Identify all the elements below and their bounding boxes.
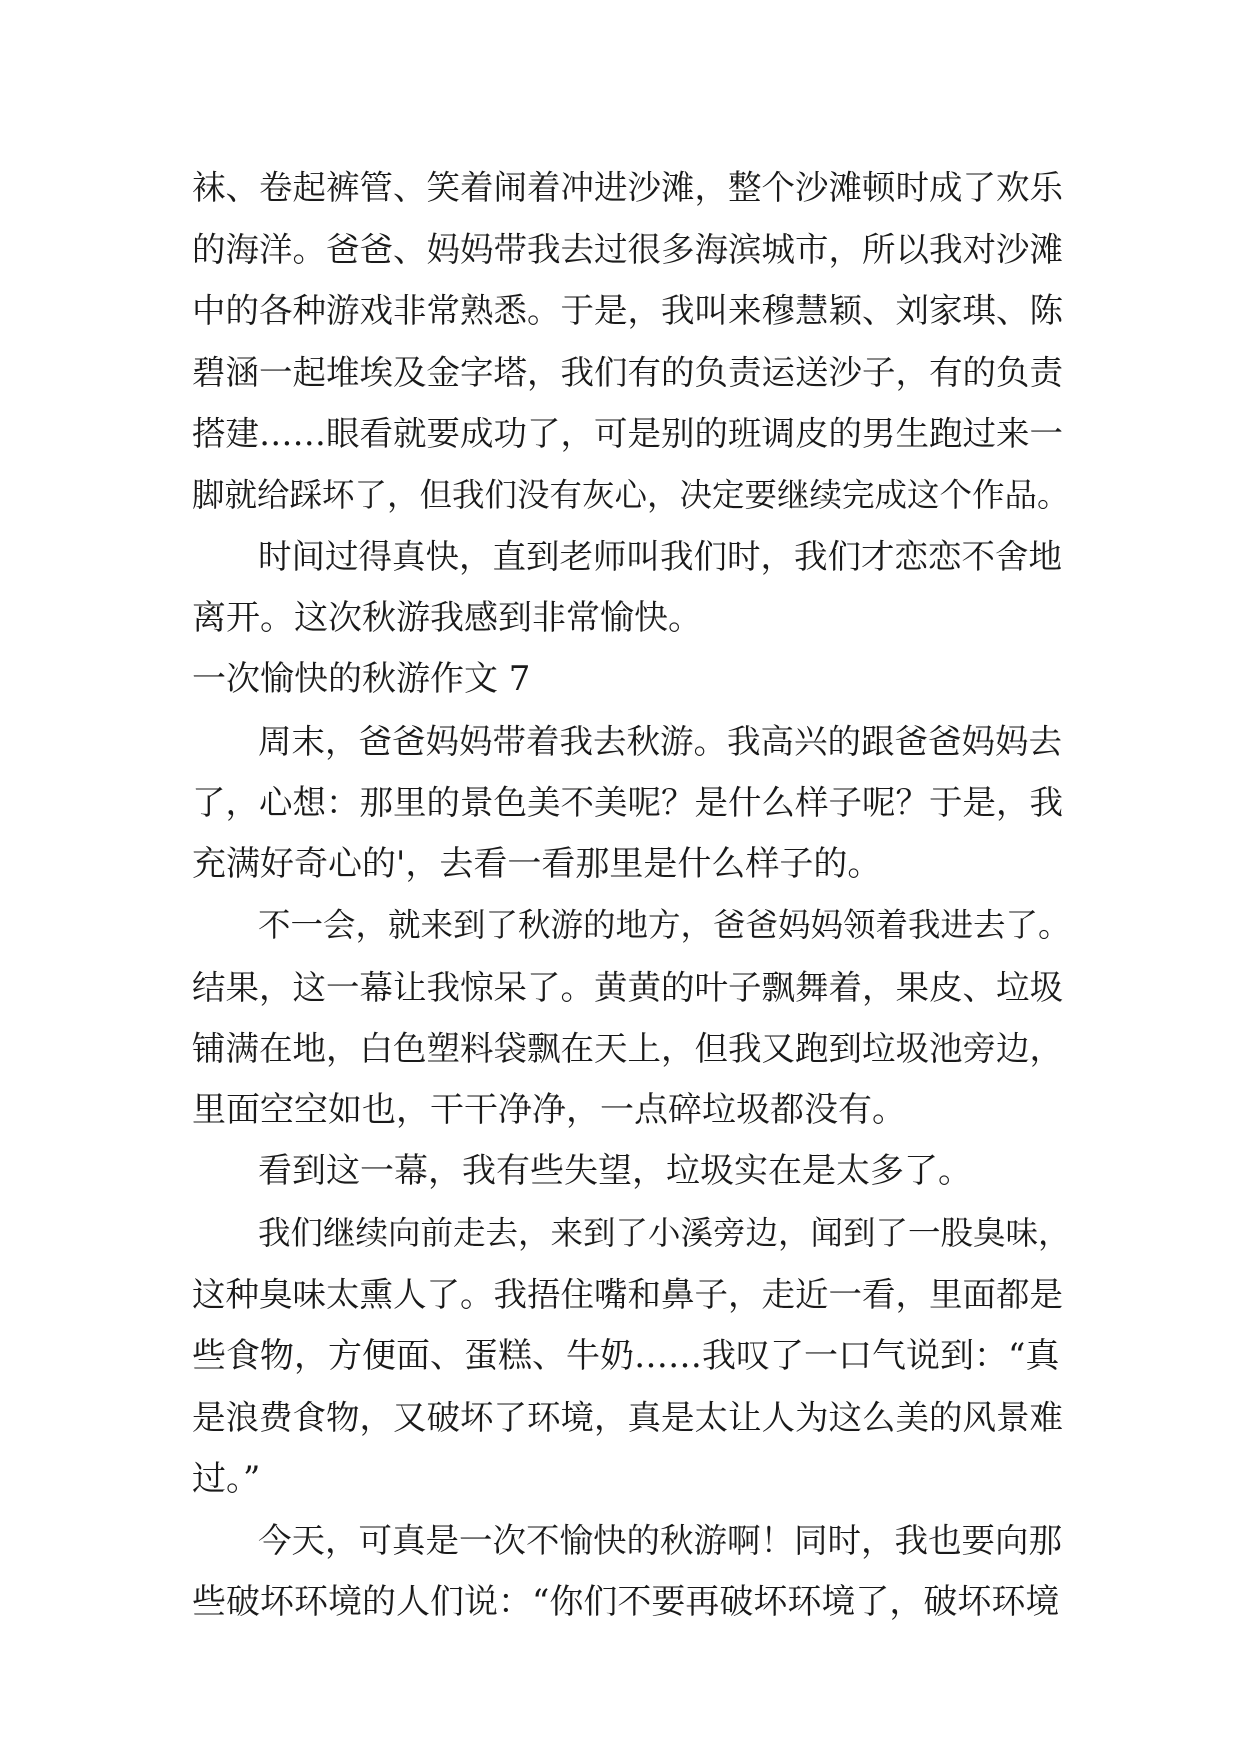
paragraph-start-line: 周末，爸爸妈妈带着我去秋游。我高兴的跟爸爸妈妈去 <box>258 721 1062 761</box>
text-line: 结果，这一幕让我惊呆了。黄黄的叶子飘舞着，果皮、垃圾 <box>192 967 1063 1007</box>
paragraph-start-line: 不一会，就来到了秋游的地方，爸爸妈妈领着我进去了。 <box>258 906 1071 944</box>
text-line: 些食物，方便面、蛋糕、牛奶……我叹了一口气说到：“真 <box>192 1335 1060 1376</box>
text-line: 铺满在地，白色塑料袋飘在天上，但我又跑到垃圾池旁边， <box>192 1029 1063 1068</box>
paragraph-start-line: 今天，可真是一次不愉快的秋游啊！同时，我也要向那 <box>258 1521 1062 1560</box>
essay-text <box>192 157 1072 1633</box>
paragraph-start-line: 我们继续向前走去，来到了小溪旁边，闻到了一股臭味， <box>258 1213 1071 1252</box>
text-line: 这种臭味太熏人了。我捂住嘴和鼻子，走近一看，里面都是 <box>192 1275 1063 1314</box>
text-line: 离开。这次秋游我感到非常愉快。 <box>192 597 702 638</box>
paragraph-start-line: 时间过得真快，直到老师叫我们时，我们才恋恋不舍地 <box>258 537 1062 576</box>
text-line: 脚就给踩坏了，但我们没有灰心，决定要继续完成这个作品。 <box>192 475 1070 514</box>
essay-heading: 一次愉快的秋游作文 7 <box>192 659 531 699</box>
text-line: 过。” <box>192 1458 261 1499</box>
text-line: 了，心想：那里的景色美不美呢？是什么样子呢？于是，我 <box>192 783 1063 822</box>
text-line: 充满好奇心的'，去看一看那里是什么样子的。 <box>192 843 882 884</box>
text-line: 中的各种游戏非常熟悉。于是，我叫来穆慧颖、刘家琪、陈 <box>192 291 1063 330</box>
text-line: 袜、卷起裤管、笑着闹着冲进沙滩，整个沙滩顿时成了欢乐 <box>192 168 1063 207</box>
text-line: 搭建……眼看就要成功了，可是别的班调皮的男生跑过来一 <box>192 414 1063 453</box>
text-line: 碧涵一起堆埃及金字塔，我们有的负责运送沙子，有的负责 <box>192 352 1063 392</box>
text-line: 些破坏环境的人们说：“你们不要再破坏环境了，破坏环境 <box>192 1581 1060 1622</box>
paragraph-start-line: 看到这一幕，我有些失望，垃圾实在是太多了。 <box>258 1151 972 1191</box>
text-line: 的海洋。爸爸、妈妈带我去过很多海滨城市，所以我对沙滩 <box>192 229 1063 269</box>
text-line: 里面空空如也，干干净净，一点碎垃圾都没有。 <box>192 1089 906 1130</box>
text-line: 是浪费食物，又破坏了环境，真是太让人为这么美的风景难 <box>192 1398 1063 1437</box>
